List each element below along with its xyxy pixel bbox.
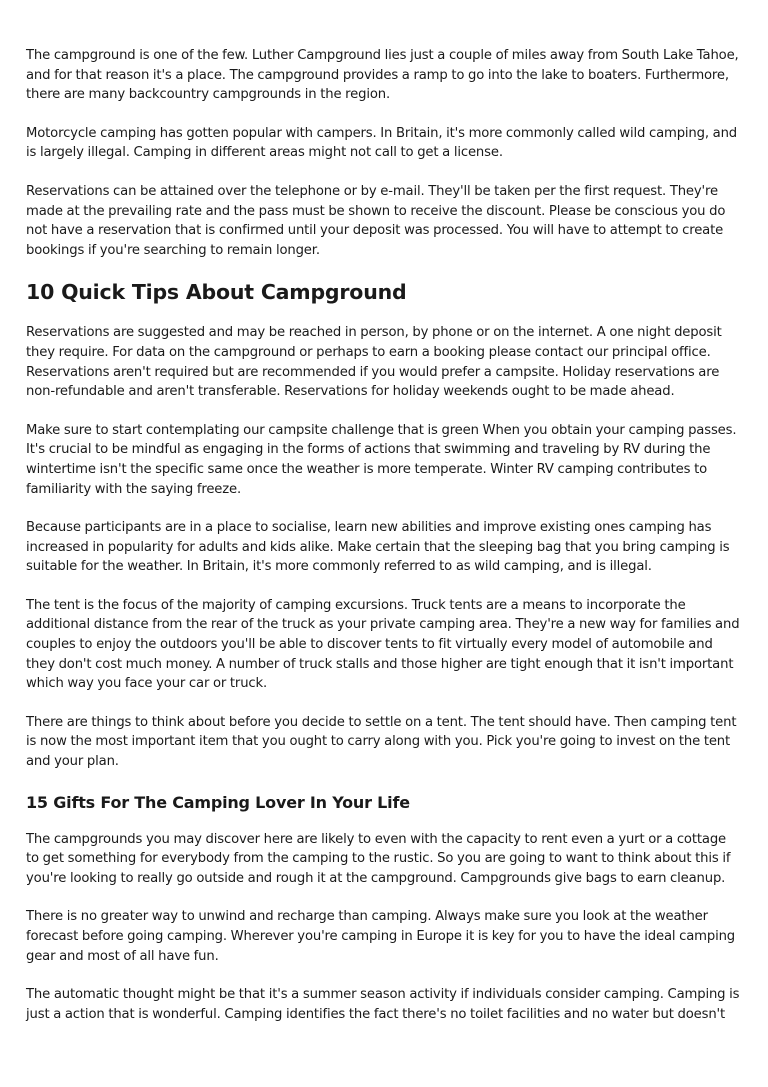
paragraph-campgrounds-rent: The campgrounds you may discover here are likely to even with the capacity to rent even a yurt or a cottage to get something for everybody from the camping to the rustic. So you are going to want to think about this if you're looking to really go outside and rough it at the campground. Campgrounds give bags to earn cleanup. [26,831,731,886]
paragraph-summer-activity: The automatic thought might be that it's a summer season activity if individuals consider camping. Camping is just a action that is wonderful. Camping identifies the fact there's no toilet facilities and no water but doesn't [26,987,740,1022]
heading-quick-tips: 10 Quick Tips About Campground [26,280,407,305]
paragraph-reservations-telephone: Reservations can be attained over the telephone or by e-mail. They'll be taken per the first request. They're made at the prevailing rate and the pass must be shown to receive the discount. Please be conscious you do not have a reservation that is confirmed until your deposit was processed. You will have to attempt to create bookings if you're searching to remain longer. [26,183,726,258]
paragraph-campsite-challenge: Make sure to start contemplating our campsite challenge that is green When you obtain your camping passes. It's crucial to be mindful as engaging in the forms of actions that swimming and traveling by RV during the wintertime isn't the specific same once the weather is more temperate. Winter RV camping contributes to familiarity with the saying freeze. [26,422,737,497]
paragraph-socialise: Because participants are in a place to socialise, learn new abilities and improve existing ones camping has increased in popularity for adults and kids alike. Make certain that the sleeping bag that you bring camping is suitable for the weather. In Britain, it's more commonly referred to as wild camping, and is illegal. [26,520,730,575]
paragraph-unwind-recharge: There is no greater way to unwind and recharge than camping. Always make sure you look at the weather forecast before going camping. Wherever you're camping in Europe it is key for you to have the ideal camping gear and most of all have fun. [26,909,736,964]
heading-gifts: 15 Gifts For The Camping Lover In Your Life [26,792,410,812]
paragraph-reservations-suggested: Reservations are suggested and may be reached in person, by phone or on the internet. A one night deposit they require. For data on the campground or perhaps to earn a booking please contact our principal office. Reservations aren't required but are recommended if you would prefer a campsite. Holiday reservations are non-refundable and aren't transferable. Reservations for holiday weekends ought to be made ahead. [26,325,722,400]
paragraph-luther-campground: The campground is one of the few. Luther Campground lies just a couple of miles away from South Lake Tahoe, and for that reason it's a place. The campground provides a ramp to go into the lake to boaters. Furthermore, there are many backcountry campgrounds in the region. [26,48,739,103]
paragraph-choose-tent: There are things to think about before you decide to settle on a tent. The tent should have. Then camping tent is now the most important item that you ought to carry along with you. Pick you're going to invest on the tent and your plan. [26,714,737,770]
paragraph-motorcycle-camping: Motorcycle camping has gotten popular with campers. In Britain, it's more commonly called wild camping, and is largely illegal. Camping in different areas might not call to get a license. [26,125,738,161]
paragraph-truck-tents: The tent is the focus of the majority of camping excursions. Truck tents are a means to incorporate the additional distance from the rear of the truck as your private camping area. They're a new way for families and couples to enjoy the outdoors you'll be able to discover tents to fit virtually every model of automobile and they don't cost much money. A number of truck stalls and those higher are tight enough that it isn't important which way you face your car or truck. [26,597,740,692]
